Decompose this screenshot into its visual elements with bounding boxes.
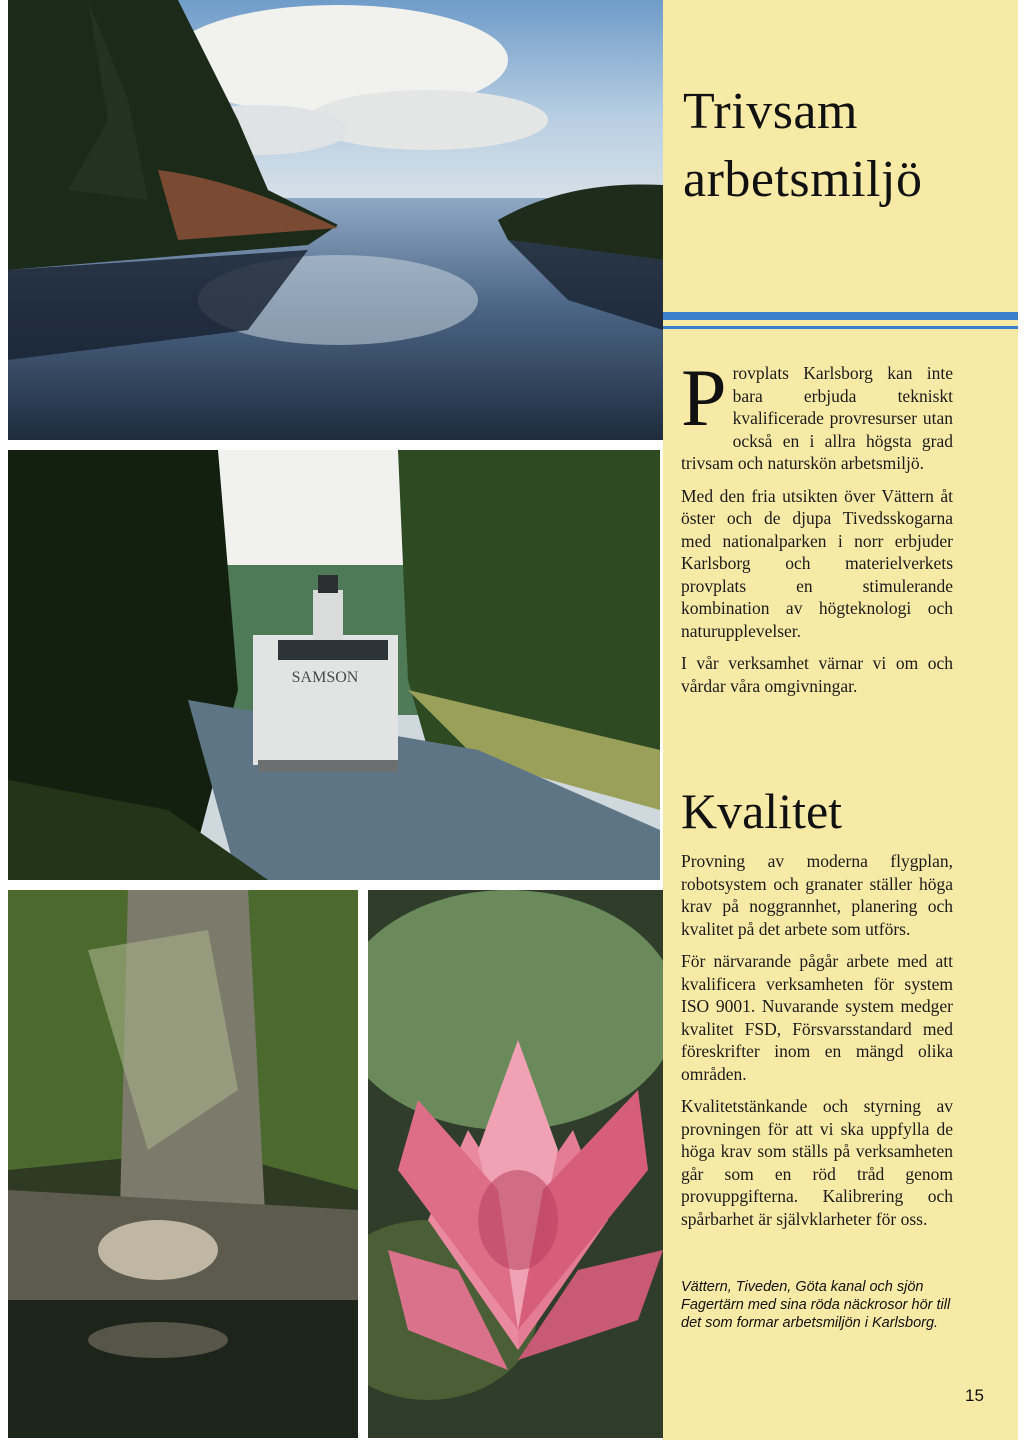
- intro-text: [681, 352, 953, 707]
- title-rule-thick: [663, 312, 1018, 320]
- text-column: [663, 0, 1018, 1440]
- title-rule-thin: [663, 326, 1018, 329]
- water-lily-photo: [368, 890, 663, 1438]
- kvalitet-paragraph-1: Provning av moderna flygplan, robotsystem och granater ställer höga krav på noggrannhet, planering och kvalitet på det arbete som utförs.: [681, 851, 953, 939]
- page-title: [683, 78, 922, 214]
- title-line-2: arbetsmiljö: [683, 151, 923, 208]
- kvalitet-paragraph-3: Kvalitetstänkande och styrning av provningen för att vi ska uppfylla de höga krav som ställs på verksamheten går som en röd tråd genom provuppgifterna. Kalibrering och spårbarhet är självklarheter för oss.: [681, 1096, 953, 1229]
- intro-paragraph-1-text: rovplats Karlsborg kan inte bara erbjuda tekniskt kvalificerade provresurser utan också en i allra högsta grad trivsam och naturskön arbetsmiljö.: [681, 363, 953, 473]
- drop-cap: P: [681, 352, 727, 443]
- intro-paragraph-3: I vår verksamhet värnar vi om och vårdar våra omgivningar.: [681, 653, 953, 696]
- section-heading-kvalitet: Kvalitet: [681, 783, 843, 839]
- lake-photo: [8, 0, 663, 440]
- page-number: 15: [965, 1386, 984, 1405]
- photo-caption: Vättern, Tiveden, Göta kanal och sjön Fagertärn med sina röda näckrosor hör till det som formar arbetsmiljön i Karlsborg.: [681, 1279, 951, 1331]
- kvalitet-paragraph-2: För närvarande pågår arbete med att kvalificera verksamheten för system ISO 9001. Nuvarande system medger kvalitet FSD, Försvarsstandard med föreskrifter inom en mängd olika områden.: [681, 951, 953, 1084]
- intro-paragraph-1: [681, 352, 953, 475]
- boat-name: SAMSON: [291, 669, 359, 686]
- title-line-1: Trivsam: [683, 83, 858, 140]
- kvalitet-text: [681, 850, 953, 1240]
- canal-boat-photo: [8, 450, 660, 880]
- intro-paragraph-2: Med den fria utsikten över Vättern åt öster och de djupa Tivedsskogarna med nationalparken i norr erbjuder Karlsborg och materielverkets provplats en stimulerande kombination av högteknologi och naturupplevelser.: [681, 485, 953, 641]
- cliff-photo: [8, 890, 358, 1438]
